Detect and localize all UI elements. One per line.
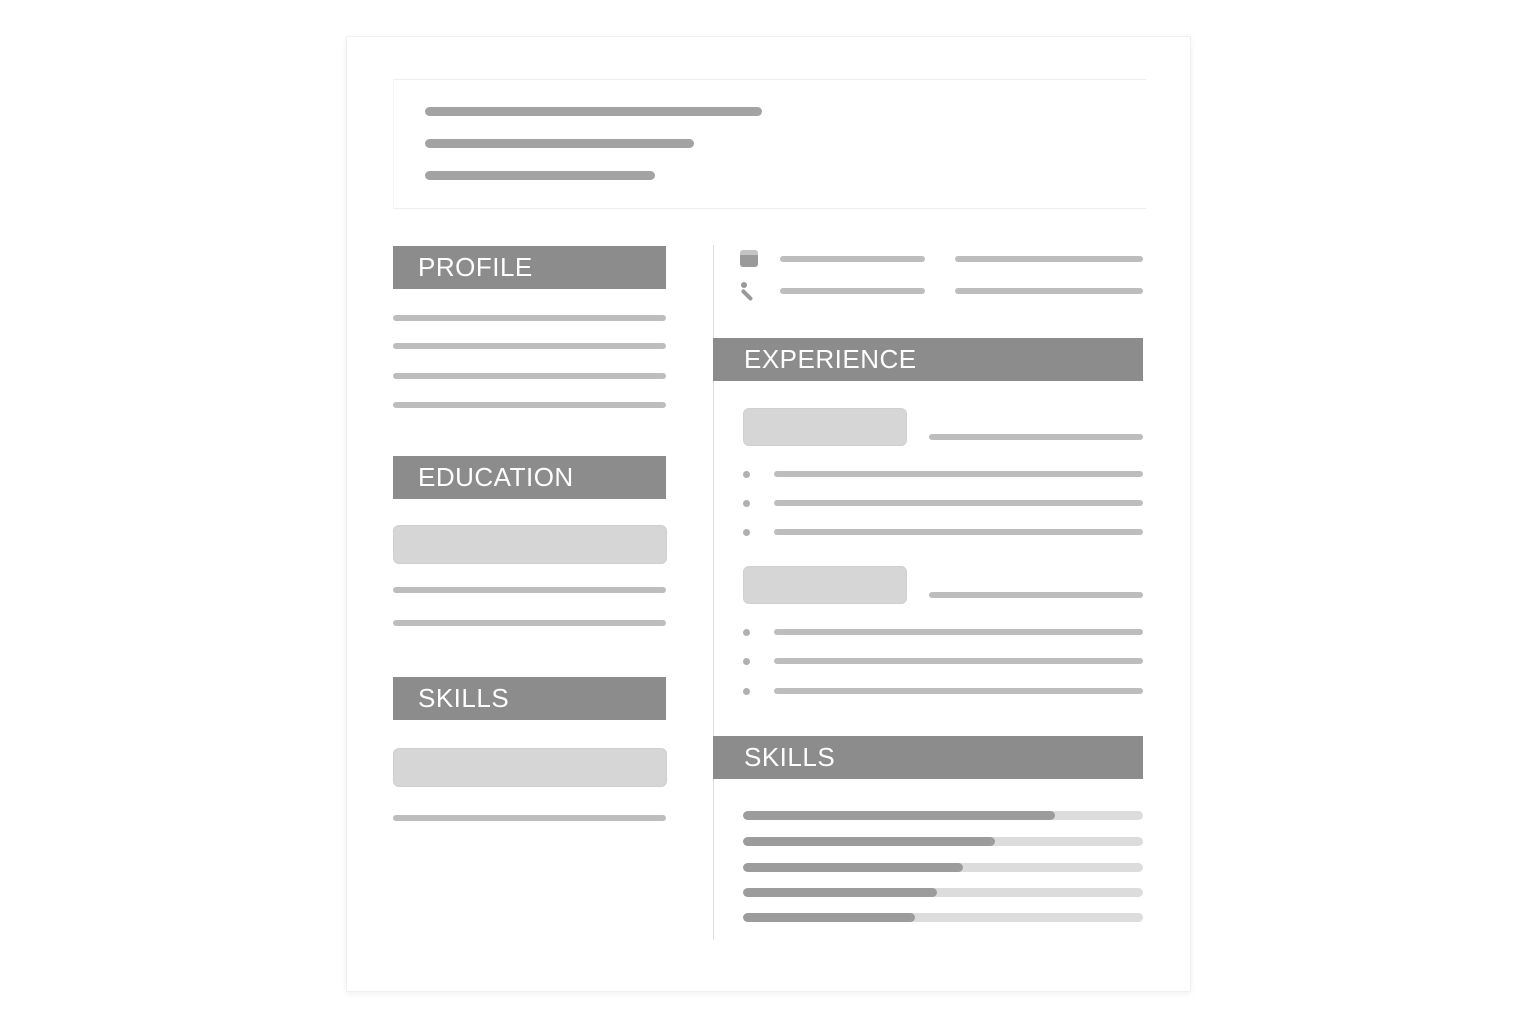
skill-bar-fill (743, 811, 1055, 820)
text-line (393, 620, 666, 626)
subtitle-placeholder (425, 171, 655, 180)
email-icon (740, 250, 758, 267)
skill-bar-track (743, 811, 1143, 820)
text-line (393, 343, 666, 349)
bullet-line (774, 500, 1143, 506)
job-date-line (929, 592, 1143, 598)
skill-bar-track (743, 863, 1143, 872)
bullet-icon (743, 471, 750, 478)
section-header-profile: PROFILE (393, 246, 666, 289)
skill-bar-track (743, 913, 1143, 922)
job-title-placeholder (743, 408, 907, 446)
section-header-experience: EXPERIENCE (713, 338, 1143, 381)
text-line (393, 587, 666, 593)
job-date-line (929, 434, 1143, 440)
skill-bar-fill (743, 863, 963, 872)
phone-icon (741, 282, 747, 288)
skills-placeholder-box (393, 748, 667, 787)
skill-bar-track (743, 888, 1143, 897)
education-placeholder-box (393, 525, 667, 564)
contact-line (780, 288, 925, 294)
bullet-icon (743, 688, 750, 695)
title-placeholder (425, 139, 694, 148)
text-line (393, 815, 666, 821)
bullet-icon (743, 629, 750, 636)
contact-line (780, 256, 925, 262)
contact-line (955, 256, 1143, 262)
bullet-icon (743, 658, 750, 665)
text-line (393, 315, 666, 321)
skill-bar-track (743, 837, 1143, 846)
bullet-line (774, 688, 1143, 694)
bullet-line (774, 529, 1143, 535)
bullet-icon (743, 529, 750, 536)
skill-bar-fill (743, 837, 995, 846)
name-placeholder (425, 107, 762, 116)
section-header-skills-right: SKILLS (713, 736, 1143, 779)
bullet-icon (743, 500, 750, 507)
job-title-placeholder (743, 566, 907, 604)
section-header-skills-left: SKILLS (393, 677, 666, 720)
bullet-line (774, 629, 1143, 635)
bullet-line (774, 658, 1143, 664)
text-line (393, 373, 666, 379)
bullet-line (774, 471, 1143, 477)
skill-bar-fill (743, 888, 937, 897)
section-header-education: EDUCATION (393, 456, 666, 499)
skill-bar-fill (743, 913, 915, 922)
contact-line (955, 288, 1143, 294)
text-line (393, 402, 666, 408)
